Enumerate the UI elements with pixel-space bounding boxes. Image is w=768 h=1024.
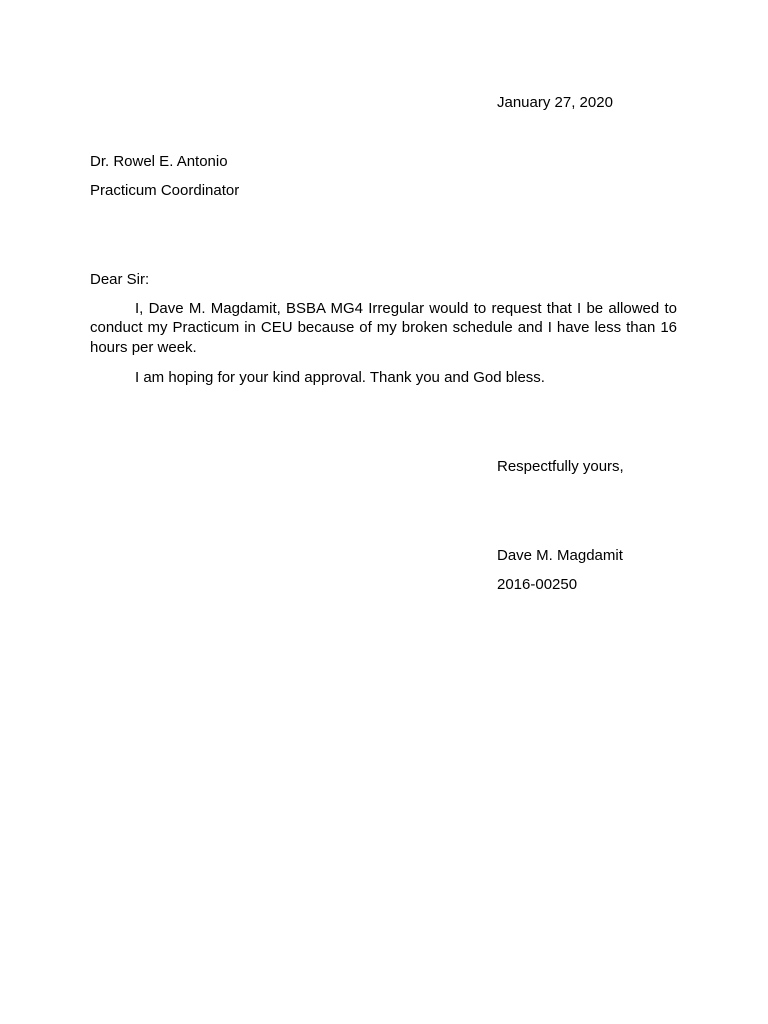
signer-name: Dave M. Magdamit	[497, 547, 623, 564]
body-paragraph-approval: I am hoping for your kind approval. Thank you and God bless.	[135, 369, 545, 386]
recipient-title: Practicum Coordinator	[90, 182, 240, 199]
body-paragraph-request: I, Dave M. Magdamit, BSBA MG4 Irregular would to request that I be allowed to conduct my Practicum in CEU because of my broken schedule and I have less than 16 hours per week.	[90, 300, 677, 356]
salutation: Dear Sir:	[90, 271, 150, 288]
closing: Respectfully yours,	[497, 458, 624, 475]
signer-id: 2016-00250	[497, 576, 578, 593]
letter-date: January 27, 2020	[497, 94, 613, 111]
recipient-name: Dr. Rowel E. Antonio	[90, 153, 228, 170]
